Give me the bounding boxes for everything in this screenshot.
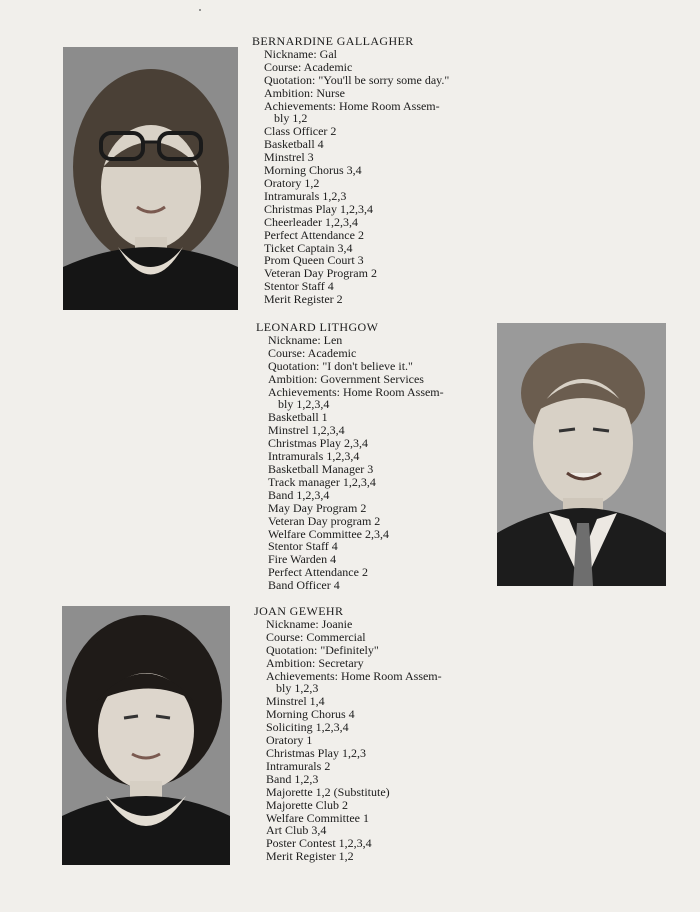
activity-line: Basketball Manager 3 [268,461,374,476]
activity-line: Fire Warden 4 [268,552,337,567]
activity-line: Basketball 1 [268,410,328,425]
activity-line: Veteran Day program 2 [268,513,381,528]
activity-line: Ticket Captain 3,4 [264,240,353,255]
activity-line: Intramurals 1,2,3 [264,188,347,203]
activity-line: Band 1,2,3,4 [268,487,330,502]
activity-line: Band 1,2,3 [266,771,319,786]
ambition-line: Ambition: Nurse [264,85,345,100]
activity-line: Basketball 4 [264,137,324,152]
achievements-line: Achievements: Home Room Assem- [268,384,444,399]
activity-line: Track manager 1,2,3,4 [268,474,376,489]
activity-line: Intramurals 2 [266,758,331,773]
activity-line: Art Club 3,4 [266,823,327,838]
student-entry-lithgow [256,320,483,593]
quotation-line: Quotation: "Definitely" [266,642,379,657]
activity-line: Perfect Attendance 2 [264,227,364,242]
activity-line: Majorette 1,2 (Substitute) [266,784,390,799]
ambition-line: Ambition: Secretary [266,655,364,670]
activity-line: Christmas Play 2,3,4 [268,436,369,451]
activity-line: Perfect Attendance 2 [268,565,368,580]
achievements-line: Achievements: Home Room Assem- [264,98,440,113]
activity-line: Cheerleader 1,2,3,4 [264,214,358,229]
activity-line: Prom Queen Court 3 [264,253,364,268]
activity-line: Poster Contest 1,2,3,4 [266,836,372,851]
activity-line: Merit Register 1,2 [266,849,354,864]
activity-line: Oratory 1,2 [264,175,320,190]
student-name: JOAN GEWEHR [254,604,344,618]
student-name: LEONARD LITHGOW [256,320,379,334]
activity-line: Minstrel 1,4 [266,694,325,709]
nickname-line: Nickname: Len [268,332,343,347]
speck-mark [199,9,201,11]
nickname-line: Nickname: Joanie [266,616,353,631]
nickname-line: Nickname: Gal [264,46,337,61]
quotation-line: Quotation: "I don't believe it." [268,358,413,373]
activity-line: Morning Chorus 4 [266,707,355,722]
activity-line: Veteran Day Program 2 [264,266,377,281]
activity-line: Morning Chorus 3,4 [264,163,362,178]
activity-line: Majorette Club 2 [266,797,348,812]
course-line: Course: Commercial [266,629,366,644]
ambition-line: Ambition: Government Services [268,371,424,386]
quotation-line: Quotation: "You'll be sorry some day." [264,72,450,87]
activity-line: Minstrel 1,2,3,4 [268,423,345,438]
activity-line: Welfare Committee 2,3,4 [268,526,389,541]
activity-line: Minstrel 3 [264,150,314,165]
portrait-photo-gewehr [62,606,230,865]
achievements-line: Achievements: Home Room Assem- [266,668,442,683]
activity-line: Christmas Play 1,2,3,4 [264,201,374,216]
activity-line: May Day Program 2 [268,500,367,515]
portrait-photo-gallagher [63,47,238,310]
course-line: Course: Academic [268,345,357,360]
activity-line: Soliciting 1,2,3,4 [266,720,349,735]
student-name: BERNARDINE GALLAGHER [252,34,414,48]
activity-line: Welfare Committee 1 [266,810,369,825]
activity-line: Stentor Staff 4 [264,279,334,294]
portrait-photo-lithgow [497,323,666,586]
activity-line: Intramurals 1,2,3,4 [268,449,360,464]
student-entry-gewehr [254,604,481,864]
activity-line: Christmas Play 1,2,3 [266,745,367,760]
activity-line: Class Officer 2 [264,124,337,139]
student-entry-gallagher [252,34,479,307]
activity-line: Merit Register 2 [264,292,343,307]
course-line: Course: Academic [264,59,353,74]
activity-line: Oratory 1 [266,733,313,748]
activity-line: Stentor Staff 4 [268,539,338,554]
achievements-continuation: bly 1,2 [274,111,308,126]
achievements-continuation: bly 1,2,3 [276,681,319,696]
activity-line: Band Officer 4 [268,578,340,593]
achievements-continuation: bly 1,2,3,4 [278,397,330,412]
